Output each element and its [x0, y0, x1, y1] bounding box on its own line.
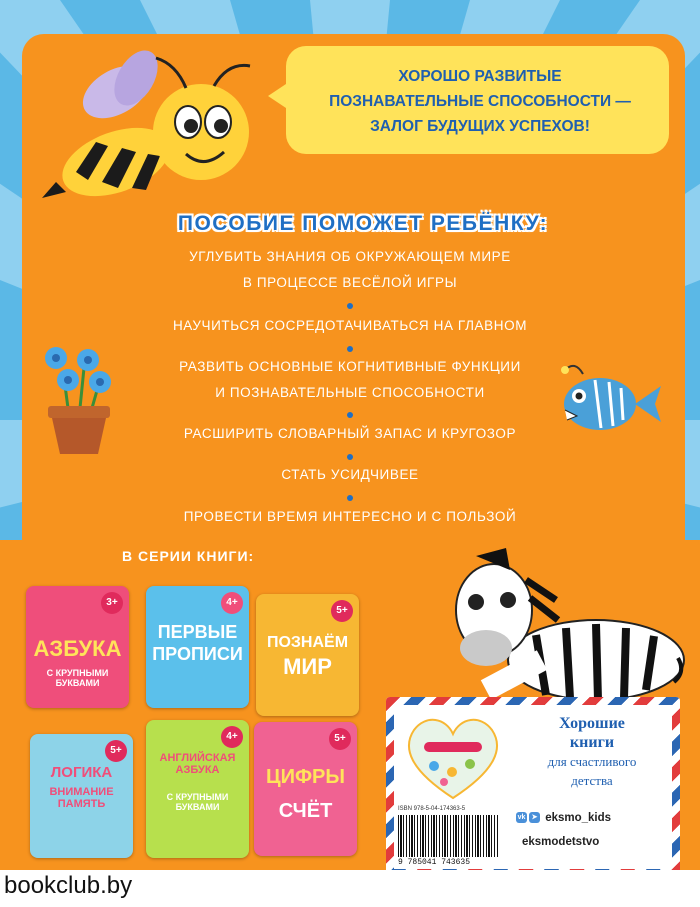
book-cover-pervye-propisi[interactable] — [146, 586, 249, 708]
book-subtitle: ПРОПИСИ — [152, 644, 243, 664]
book-subtitle: МИР — [283, 654, 332, 679]
age-badge: 5+ — [329, 728, 351, 750]
age-badge: 5+ — [331, 600, 353, 622]
book-title: АЗБУКА — [33, 636, 122, 661]
flower-pot-illustration — [34, 338, 124, 458]
telegram-icon: ➤ — [529, 812, 540, 823]
bee-illustration — [36, 42, 276, 202]
book-cover-azbuka[interactable] — [26, 586, 129, 708]
speech-bubble-text — [300, 64, 660, 139]
social-link-detstvo[interactable] — [522, 836, 599, 848]
tagline-line: книги — [569, 734, 615, 751]
tagline-line: Хорошие — [559, 715, 625, 732]
age-badge: 4+ — [221, 592, 243, 614]
bubble-line: ПОЗНАВАТЕЛЬНЫЕ СПОСОБНОСТИ — — [329, 93, 631, 110]
benefit-item: РАЗВИТЬ ОСНОВНЫЕ КОГНИТИВНЫЕ ФУНКЦИИ — [179, 359, 521, 374]
speech-bubble-tail — [268, 80, 292, 112]
bubble-line: ХОРОШО РАЗВИТЫЕ — [398, 68, 562, 85]
bullet-dot — [347, 303, 353, 309]
tagline-line: детства — [571, 773, 613, 788]
book-subtitle: С КРУПНЫМИ БУКВАМИ — [166, 792, 229, 812]
book-subtitle: С КРУПНЫМИ БУКВАМИ — [46, 668, 109, 688]
book-title: ПОЗНАЁМ — [266, 634, 349, 651]
book-cover-poznaem-mir[interactable] — [256, 594, 359, 716]
book-subtitle: СЧЁТ — [278, 800, 333, 822]
book-cover-tsifry-schet[interactable] — [254, 722, 357, 856]
book-title: ЦИФРЫ — [266, 766, 345, 788]
bullet-dot — [347, 495, 353, 501]
benefit-item: ПРОВЕСТИ ВРЕМЯ ИНТЕРЕСНО И С ПОЛЬЗОЙ — [183, 509, 517, 524]
book-title: ПЕРВЫЕ — [157, 622, 238, 642]
publisher-tagline — [507, 714, 677, 790]
benefits-title: ПОСОБИЕ ПОМОЖЕТ РЕБЁНКУ: — [177, 212, 549, 235]
series-label: В СЕРИИ КНИГИ: — [122, 548, 255, 564]
age-badge: 4+ — [221, 726, 243, 748]
benefit-item: УГЛУБИТЬ ЗНАНИЯ ОБ ОКРУЖАЮЩЕМ МИРЕ — [189, 249, 511, 264]
social-link-kids[interactable] — [516, 812, 611, 824]
benefit-item: И ПОЗНАВАТЕЛЬНЫЕ СПОСОБНОСТИ — [215, 385, 485, 400]
barcode — [398, 815, 498, 857]
benefit-item: РАСШИРИТЬ СЛОВАРНЫЙ ЗАПАС И КРУГОЗОР — [183, 426, 517, 441]
isbn-text: ISBN 978-5-04-174363-5 — [398, 806, 466, 812]
social-handle: eksmo_kids — [545, 812, 612, 824]
book-cover-logika[interactable] — [30, 734, 133, 858]
fish-illustration — [555, 360, 665, 440]
benefit-item: НАУЧИТЬСЯ СОСРЕДОТАЧИВАТЬСЯ НА ГЛАВНОМ — [172, 318, 528, 333]
bullet-dot — [347, 346, 353, 352]
bullet-dot — [347, 412, 353, 418]
heart-logo — [400, 712, 506, 802]
benefit-item: СТАТЬ УСИДЧИВЕЕ — [281, 467, 419, 482]
footer-site-name[interactable]: bookclub.by — [4, 872, 133, 899]
book-subtitle: ВНИМАНИЕ ПАМЯТЬ — [49, 786, 114, 810]
zebra-illustration — [446, 540, 686, 705]
age-badge: 5+ — [105, 740, 127, 762]
book-title: АНГЛИЙСКАЯ АЗБУКА — [159, 752, 236, 776]
bullet-dot — [347, 454, 353, 460]
tagline-line: для счастливого — [547, 754, 637, 769]
age-badge: 3+ — [101, 592, 123, 614]
benefit-item: В ПРОЦЕССЕ ВЕСЁЛОЙ ИГРЫ — [242, 275, 458, 290]
book-cover-angliyskaya-azbuka[interactable] — [146, 720, 249, 858]
bubble-line: ЗАЛОГ БУДУЩИХ УСПЕХОВ! — [370, 118, 590, 135]
book-title: ЛОГИКА — [50, 764, 113, 781]
barcode-number: 9 785041 743635 — [398, 858, 471, 867]
social-handle: eksmodetstvo — [522, 836, 600, 848]
vk-icon: vk — [517, 814, 526, 822]
